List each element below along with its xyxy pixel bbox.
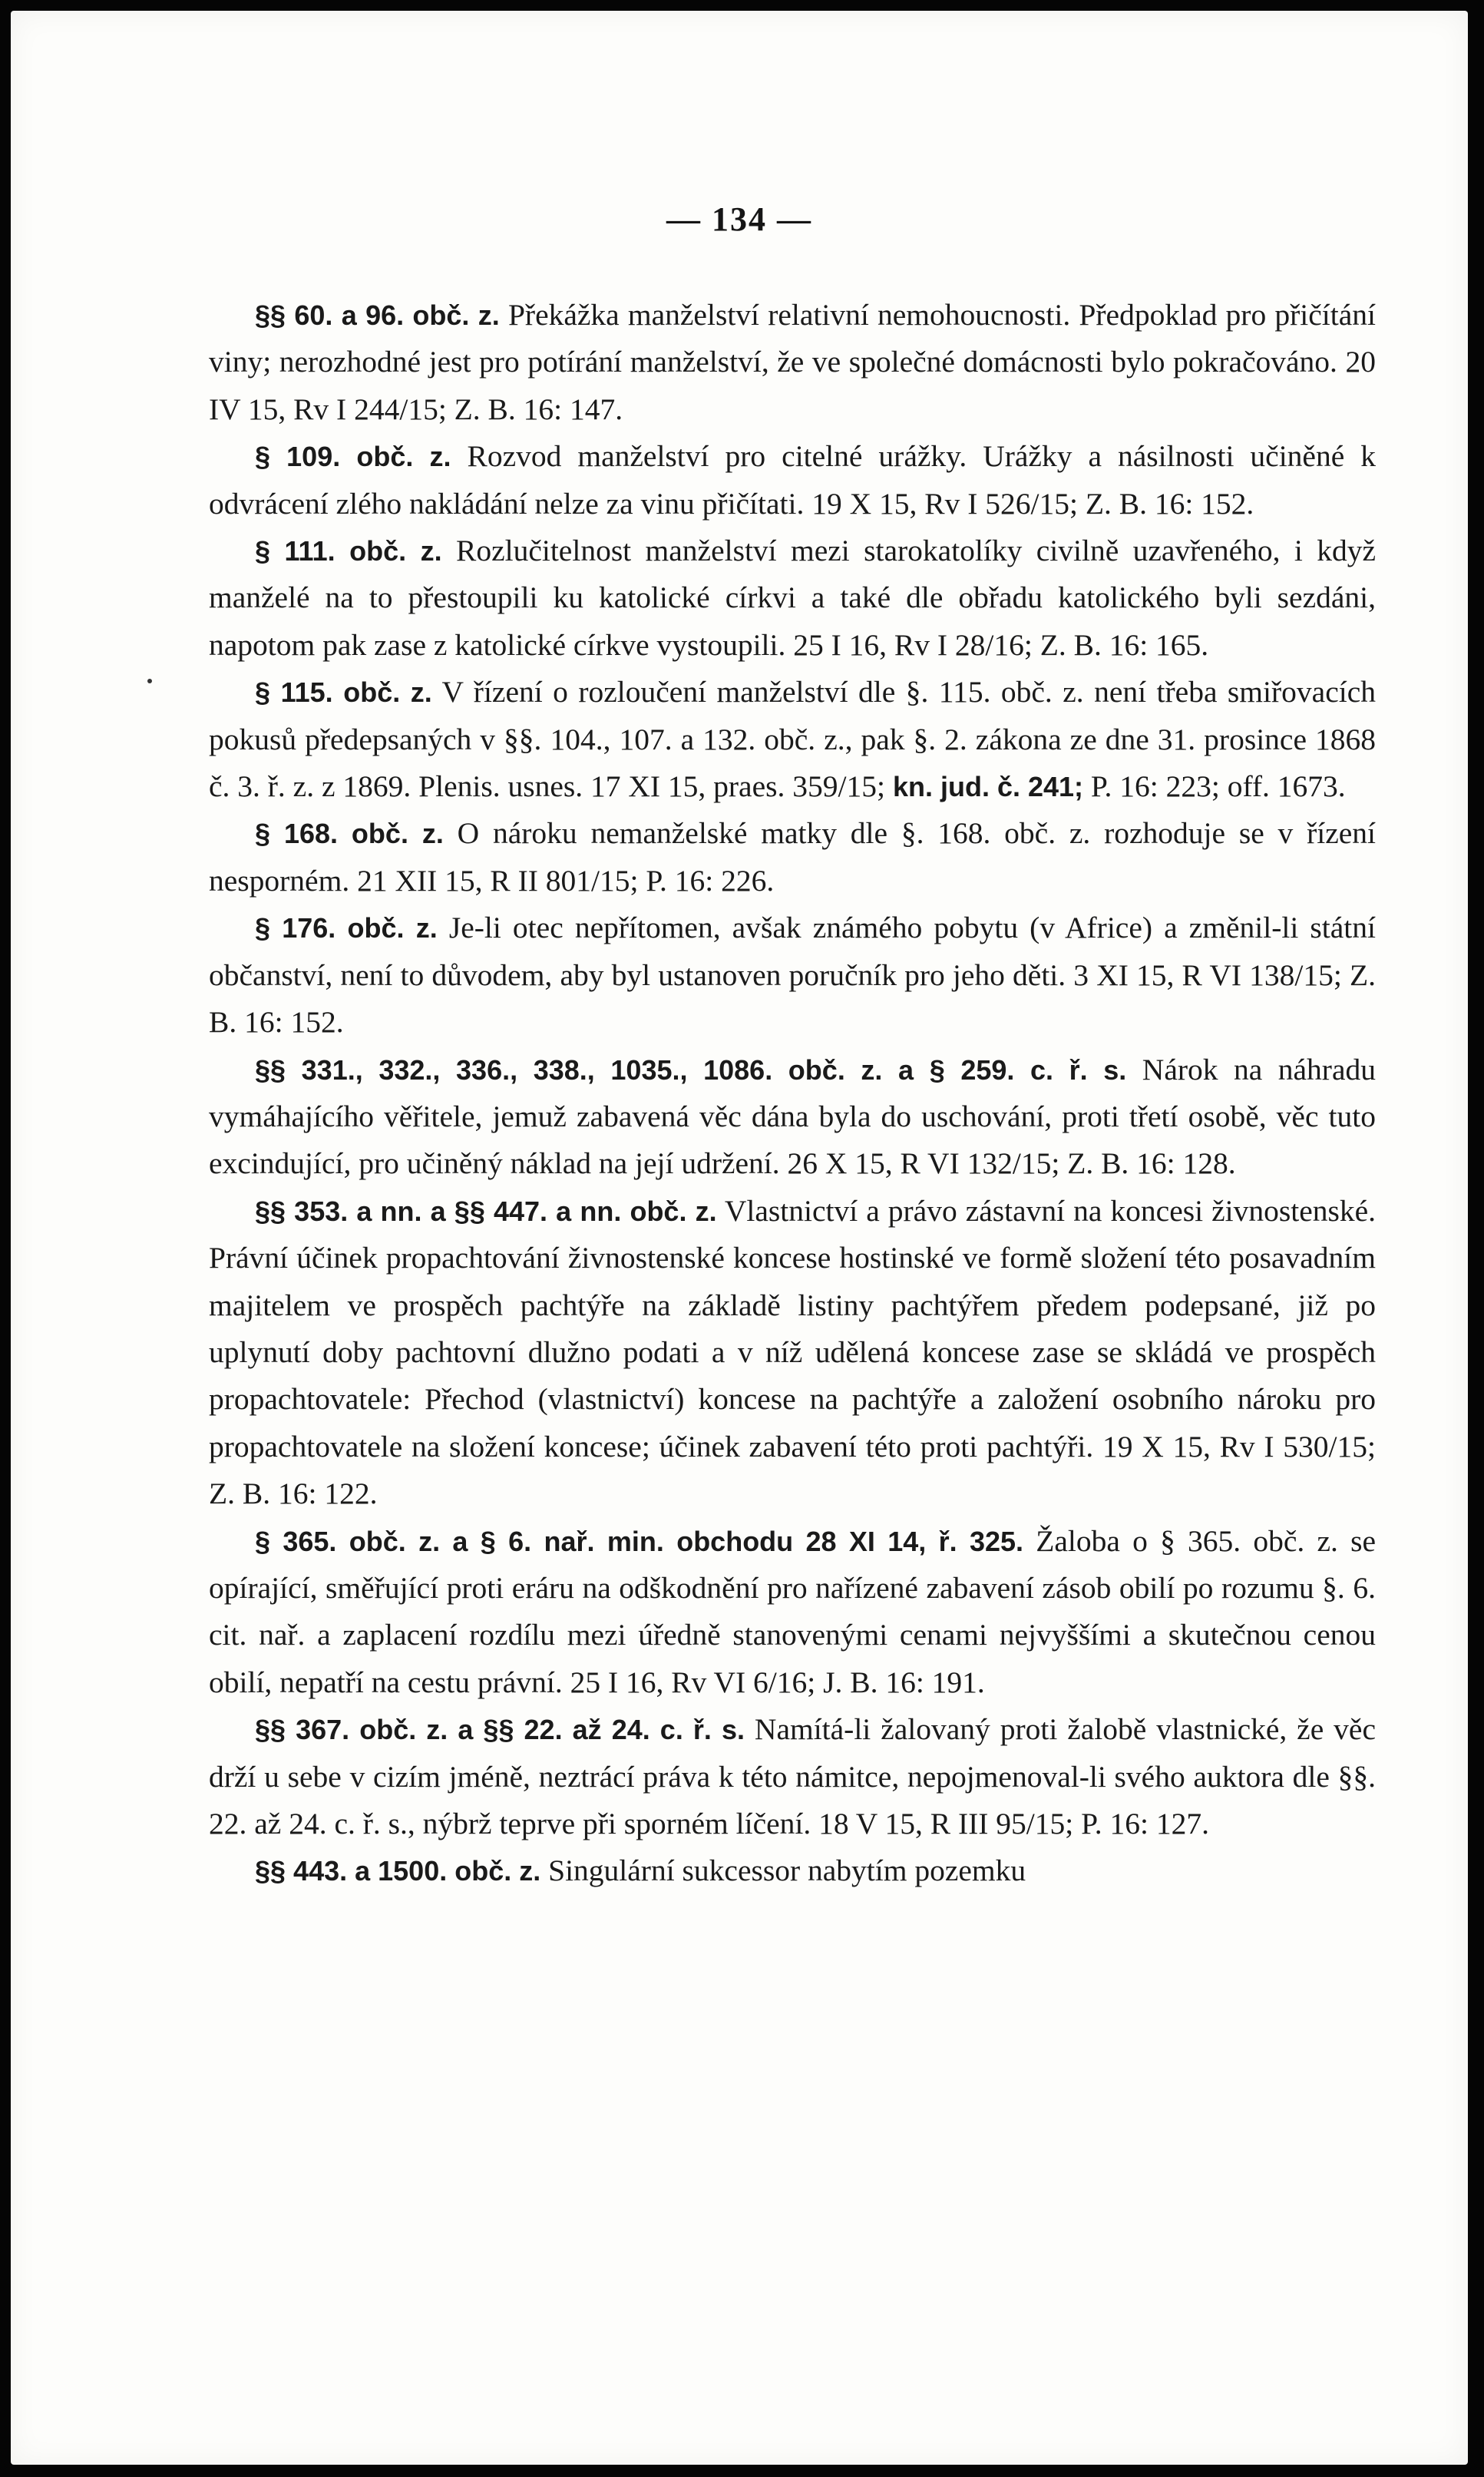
- entry-text: Žaloba o § 365. obč. z. se opírající, směřující proti eráru na odškodnění pro nařízené zabavení zásob obilí po rozumu §. 6. cit. nař. a zaplacení rozdílu mezi úředně stanovenými cenami nejvyššími a skutečnou cenou obilí, nepatří na cestu právní. 25 I 16, Rv VI 6/16; J. B. 16: 191.: [209, 1523, 1376, 1699]
- entry-text: Namítá-li žalovaný proti žalobě vlastnické, že věc drží u sebe v cizím jméně, neztrácí práva k této námitce, nepojmenoval-li svého auktora dle §§. 22. až 24. c. ř. s., nýbrž teprve při sporném líčení. 18 V 15, R III 95/15; P. 16: 127.: [209, 1712, 1376, 1840]
- entry-heading: § 115. obč. z.: [255, 676, 432, 709]
- entry-heading: § 111. obč. z.: [255, 535, 442, 567]
- entry-heading: §§ 367. obč. z. a §§ 22. až 24. c. ř. s.: [255, 1714, 745, 1746]
- page-body-text: [209, 292, 1376, 1895]
- entry-353-447: [209, 1188, 1376, 1518]
- entry-443-1500: [209, 1847, 1376, 1894]
- entry-text: Nárok na náhradu vymáhajícího věřitele, jemuž zabavená věc dána byla do uschování, proti třetí osobě, věc tuto excindující, pro učiněný náklad na její udržení. 26 X 15, R VI 132/15; Z. B. 16: 128.: [209, 1052, 1376, 1181]
- entry-text: Rozvod manželství pro citelné urážky. Urážky a násilnosti učiněné k odvrácení zlého nakládání nelze za vinu přičítati. 19 X 15, Rv I 526/15; Z. B. 16: 152.: [209, 439, 1376, 521]
- entry-60-96: [209, 292, 1376, 433]
- entry-331-1086: [209, 1047, 1376, 1188]
- entry-text: V řízení o rozloučení manželství dle §. 115. obč. z. není třeba smiřovacích pokusů předepsaných v §§. 104., 107. a 132. obč. z., pak §. 2. zákona ze dne 31. prosince 1868 č. 3. ř. z. z 1869. Plenis. usnes. 17 XI 15, praes. 359/15;: [209, 675, 1376, 804]
- entry-bold-citation: kn. jud. č. 241;: [884, 771, 1084, 803]
- entry-heading: § 176. obč. z.: [255, 912, 438, 944]
- page-number: — 134 —: [666, 200, 812, 238]
- entry-heading: § 168. obč. z.: [255, 818, 444, 850]
- entry-text: Singulární sukcessor nabytím pozemku: [540, 1854, 1026, 1888]
- entry-115: [209, 669, 1376, 810]
- entry-text: O nároku nemanželské matky dle §. 168. obč. z. rozhoduje se v řízení nesporném. 21 XII 15, R II 801/15; P. 16: 226.: [209, 816, 1376, 898]
- margin-dot-mark: [147, 679, 152, 683]
- entry-heading: § 109. obč. z.: [255, 441, 451, 473]
- entry-365: [209, 1518, 1376, 1707]
- entry-176: [209, 904, 1376, 1046]
- entry-111: [209, 527, 1376, 669]
- entry-text: Rozlučitelnost manželství mezi starokatolíky civilně uzavřeného, i když manželé na to přestoupili ku katolické církvi a také dle obřadu katolického byli sezdáni, napotom pak zase z katolické církve vystoupili. 25 I 16, Rv I 28/16; Z. B. 16: 165.: [209, 534, 1376, 662]
- entry-109: [209, 433, 1376, 527]
- entry-heading: § 365. obč. z. a § 6. nař. min. obchodu 28 XI 14, ř. 325.: [255, 1525, 1024, 1557]
- entry-text: Překážka manželství relativní nemohoucnosti. Předpoklad pro přičítání viny; nerozhodné jest pro potírání manželství, že ve společné domácnosti bylo pokračováno. 20 IV 15, Rv I 244/15; Z. B. 16: 147.: [209, 298, 1376, 426]
- entry-heading: §§ 60. a 96. obč. z.: [255, 299, 500, 331]
- entry-text: Vlastnictví a právo zástavní na koncesi živnostenské. Právní účinek propachtování živnostenské koncese hostinské ve formě složení této posavadním majitelem ve prospěch pachtýře na základě listiny pachtýřem předem podepsané, již po uplynutí doby pachtovní dlužno podati a v níž udělená koncese zase se skládá ve prospěch propachtovatele: Přechod (vlastnictví) koncese na pachtýře a založení osobního nároku pro propachtovatele na složení koncese; účinek zabavení této proti pachtýři. 19 X 15, Rv I 530/15; Z. B. 16: 122.: [209, 1193, 1376, 1511]
- entry-heading: §§ 331., 332., 336., 338., 1035., 1086. obč. z. a § 259. c. ř. s.: [255, 1053, 1127, 1086]
- entry-text: Je-li otec nepřítomen, avšak známého pobytu (v Africe) a změnil-li státní občanství, není to důvodem, aby byl ustanoven poručník pro jeho děti. 3 XI 15, R VI 138/15; Z. B. 16: 152.: [209, 911, 1376, 1040]
- entry-heading: §§ 353. a nn. a §§ 447. a nn. obč. z.: [255, 1195, 717, 1227]
- entry-heading: §§ 443. a 1500. obč. z.: [255, 1855, 541, 1887]
- entry-text-tail: P. 16: 223; off. 1673.: [1083, 769, 1346, 804]
- entry-168: [209, 810, 1376, 904]
- book-page: [11, 11, 1468, 2465]
- entry-367: [209, 1706, 1376, 1847]
